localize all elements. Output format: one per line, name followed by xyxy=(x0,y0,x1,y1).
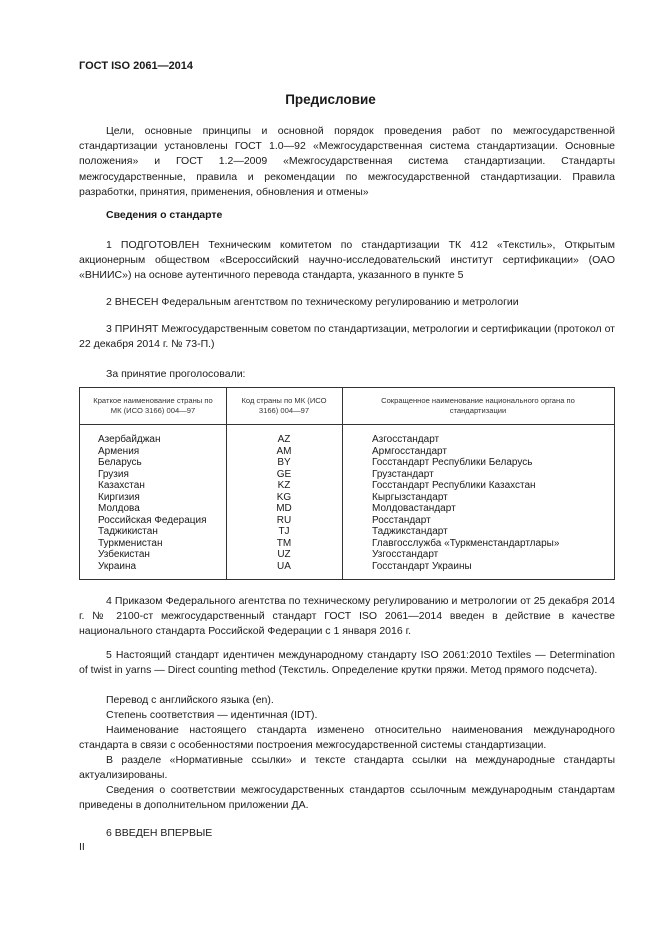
table-cell-country: Украина xyxy=(98,560,137,572)
item-5-refs-note: В разделе «Нормативные ссылки» и тексте стандарта ссылки на международные стандарты актуализированы. xyxy=(79,754,615,782)
table-cell-body: Узгосстандарт xyxy=(372,549,439,560)
table-cell-code: UZ xyxy=(277,549,291,560)
table-cell-country: Российская Федерация xyxy=(98,514,207,526)
country-column xyxy=(98,434,207,572)
vote-label: За принятие проголосовали: xyxy=(106,368,246,380)
page-number: II xyxy=(79,841,85,853)
table-header-country: Краткое наименование страны по МК (ИСО 3166) 004—97 xyxy=(80,388,226,425)
table-cell-country: Казахстан xyxy=(98,480,145,491)
table-cell-country: Киргизия xyxy=(98,491,140,503)
item-5-info-note: Сведения о соответствии межгосударственных стандартов ссылочным международным стандартам приведены в дополнительном приложении ДА. xyxy=(79,784,615,812)
table-cell-code: TJ xyxy=(278,526,290,537)
table-header-body: Сокращенное наименование национального органа по стандартизации xyxy=(342,388,614,425)
item-1-paragraph: 1 ПОДГОТОВЛЕН Техническим комитетом по стандартизации ТК 412 «Текстиль», Открытым акционерным обществом «Всероссийский научно-исследовательский институт сертификации» (ОАО «ВНИИС») на основе аутентичного перевода стандарта, указанного в пункте 5 xyxy=(79,239,615,282)
voting-table xyxy=(79,387,615,580)
body-column xyxy=(372,434,559,572)
item-3-paragraph: 3 ПРИНЯТ Межгосударственным советом по стандартизации, метрологии и сертификации (протокол от 22 декабря 2014 г. № 73-П.) xyxy=(79,323,615,351)
table-cell-code: MD xyxy=(276,503,292,514)
table-cell-body: Грузстандарт xyxy=(372,468,434,480)
item-5-paragraph: 5 Настоящий стандарт идентичен международному стандарту ISO 2061:2010 Textiles — Determination of twist in yarns — Direct counting method (Текстиль. Определение крутки пряжи. Метод прямого подсчета). xyxy=(79,649,615,677)
item-5-language: Перевод с английского языка (en). xyxy=(106,694,274,706)
table-cell-code: RU xyxy=(276,514,292,526)
page-title: Предисловие xyxy=(285,92,376,107)
table-divider xyxy=(342,388,343,579)
table-cell-country: Узбекистан xyxy=(98,549,150,560)
table-cell-code: AM xyxy=(276,445,292,457)
table-cell-code: TM xyxy=(276,537,292,549)
table-cell-body: Армгосстандарт xyxy=(372,445,447,457)
intro-paragraph: Цели, основные принципы и основной порядок проведения работ по межгосударственной стандартизации установлены ГОСТ 1.0—92 «Межгосударственная система стандартизации. Основные положения» и ГОСТ 1.2—2009 «Межгосударственная система стандартизации. Стандарты межгосударственные, правила и рекомендации по межгосударственной стандартизации. Правила разработки, принятия, применения, обновления и отмены» xyxy=(79,125,615,198)
table-cell-body: Росстандарт xyxy=(372,514,431,526)
table-cell-code: GE xyxy=(276,468,292,480)
table-cell-code: AZ xyxy=(277,434,291,445)
item-5-name-note: Наименование настоящего стандарта изменено относительно наименования международного стандарта в связи с особенностями построения межгосударственной системы стандартизации. xyxy=(79,724,615,752)
table-cell-country: Туркменистан xyxy=(98,537,163,549)
table-cell-country: Грузия xyxy=(98,468,129,480)
table-cell-body: Молдовастандарт xyxy=(372,503,456,514)
table-cell-country: Таджикистан xyxy=(98,526,158,537)
table-cell-country: Азербайджан xyxy=(98,434,161,445)
table-cell-body: Госстандарт Республики Беларусь xyxy=(372,457,533,468)
table-cell-body: Кыргызстандарт xyxy=(372,491,448,503)
table-cell-code: KZ xyxy=(277,480,291,491)
document-header: ГОСТ ISO 2061—2014 xyxy=(79,60,194,72)
item-5-degree: Степень соответствия — идентичная (IDT). xyxy=(106,709,318,721)
table-cell-body: Госстандарт Республики Казахстан xyxy=(372,480,536,491)
item-6-paragraph: 6 ВВЕДЕН ВПЕРВЫЕ xyxy=(106,827,213,839)
section-title: Сведения о стандарте xyxy=(106,209,223,221)
table-cell-country: Беларусь xyxy=(98,457,142,468)
table-cell-code: UA xyxy=(277,560,291,572)
table-cell-code: BY xyxy=(277,457,291,468)
table-header-code: Код страны по МК (ИСО 3166) 004—97 xyxy=(226,388,342,425)
table-cell-code: KG xyxy=(276,491,292,503)
item-2-paragraph: 2 ВНЕСЕН Федеральным агентством по техническому регулированию и метрологии xyxy=(106,296,519,308)
item-4-paragraph: 4 Приказом Федерального агентства по техническому регулированию и метрологии от 25 декабря 2014 г. № 2100-ст межгосударственный стандарт ГОСТ ISO 2061—2014 введен в действие в качестве национального стандарта Российской Федерации с 1 января 2016 г. xyxy=(79,595,615,638)
table-cell-country: Молдова xyxy=(98,503,140,514)
table-cell-body: Госстандарт Украины xyxy=(372,560,472,572)
code-column xyxy=(226,434,342,572)
table-cell-country: Армения xyxy=(98,445,140,457)
table-cell-body: Азгосстандарт xyxy=(372,434,440,445)
table-cell-body: Главгосслужба «Туркменстандартлары» xyxy=(372,537,560,549)
table-cell-body: Таджикстандарт xyxy=(372,526,448,537)
